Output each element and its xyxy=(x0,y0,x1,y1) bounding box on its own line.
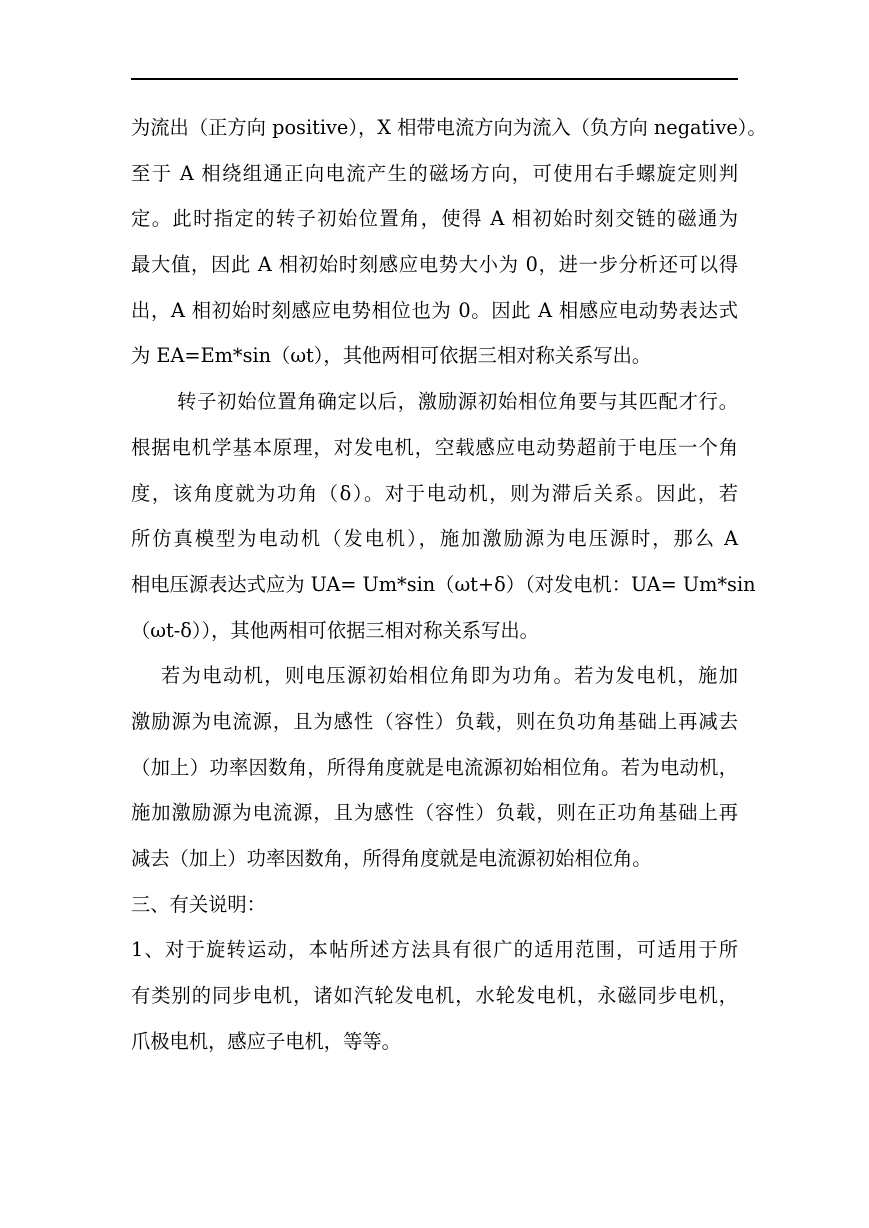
text-line: 最大值，因此 A 相初始时刻感应电势大小为 0，进一步分析还可以得 xyxy=(131,253,738,277)
text-line: 有类别的同步电机，诸如汽轮发电机，水轮发电机，永磁同步电机， xyxy=(131,984,738,1008)
header-rule xyxy=(131,78,738,80)
text-line: 根据电机学基本原理，对发电机，空载感应电动势超前于电压一个角 xyxy=(131,435,738,459)
text-line: 定。此时指定的转子初始位置角，使得 A 相初始时刻交链的磁通为 xyxy=(131,207,738,231)
text-line: 所仿真模型为电动机（发电机），施加激励源为电压源时，那么 A xyxy=(131,527,738,551)
text-line: 出，A 相初始时刻感应电势相位也为 0。因此 A 相感应电动势表达式 xyxy=(131,298,738,322)
text-line: 为流出（正方向 positive），X 相带电流方向为流入（负方向 negative）。 xyxy=(131,116,767,139)
paragraph-start-line: 若为电动机，则电压源初始相位角即为功角。若为发电机，施加 xyxy=(161,664,738,688)
text-line: （ωt-δ）），其他两相可依据三相对称关系写出。 xyxy=(131,618,539,642)
list-item-line: 1、对于旋转运动，本帖所述方法具有很广的适用范围，可适用于所 xyxy=(131,938,738,962)
text-line: 度，该角度就为功角（δ）。对于电动机，则为滞后关系。因此，若 xyxy=(131,481,738,505)
text-line: 爪极电机，感应子电机，等等。 xyxy=(131,1029,401,1053)
document-body xyxy=(131,110,767,1069)
text-line: 施加激励源为电流源，且为感性（容性）负载，则在正功角基础上再 xyxy=(131,801,738,825)
text-line: 至于 A 相绕组通正向电流产生的磁场方向，可使用右手螺旋定则判 xyxy=(131,161,738,185)
text-line: 相电压源表达式应为 UA= Um*sin（ωt+δ）（对发电机：UA= Um*sin xyxy=(131,572,756,596)
section-heading: 三、有关说明： xyxy=(131,892,266,916)
text-line: 激励源为电流源，且为感性（容性）负载，则在负功角基础上再减去 xyxy=(131,709,738,733)
text-line: 减去（加上）功率因数角，所得角度就是电流源初始相位角。 xyxy=(131,847,652,870)
paragraph-start-line: 转子初始位置角确定以后，激励源初始相位角要与其匹配才行。 xyxy=(177,390,738,414)
text-line: （加上）功率因数角，所得角度就是电流源初始相位角。若为电动机， xyxy=(131,755,738,779)
text-line: 为 EA=Em*sin（ωt），其他两相可依据三相对称关系写出。 xyxy=(131,344,652,368)
